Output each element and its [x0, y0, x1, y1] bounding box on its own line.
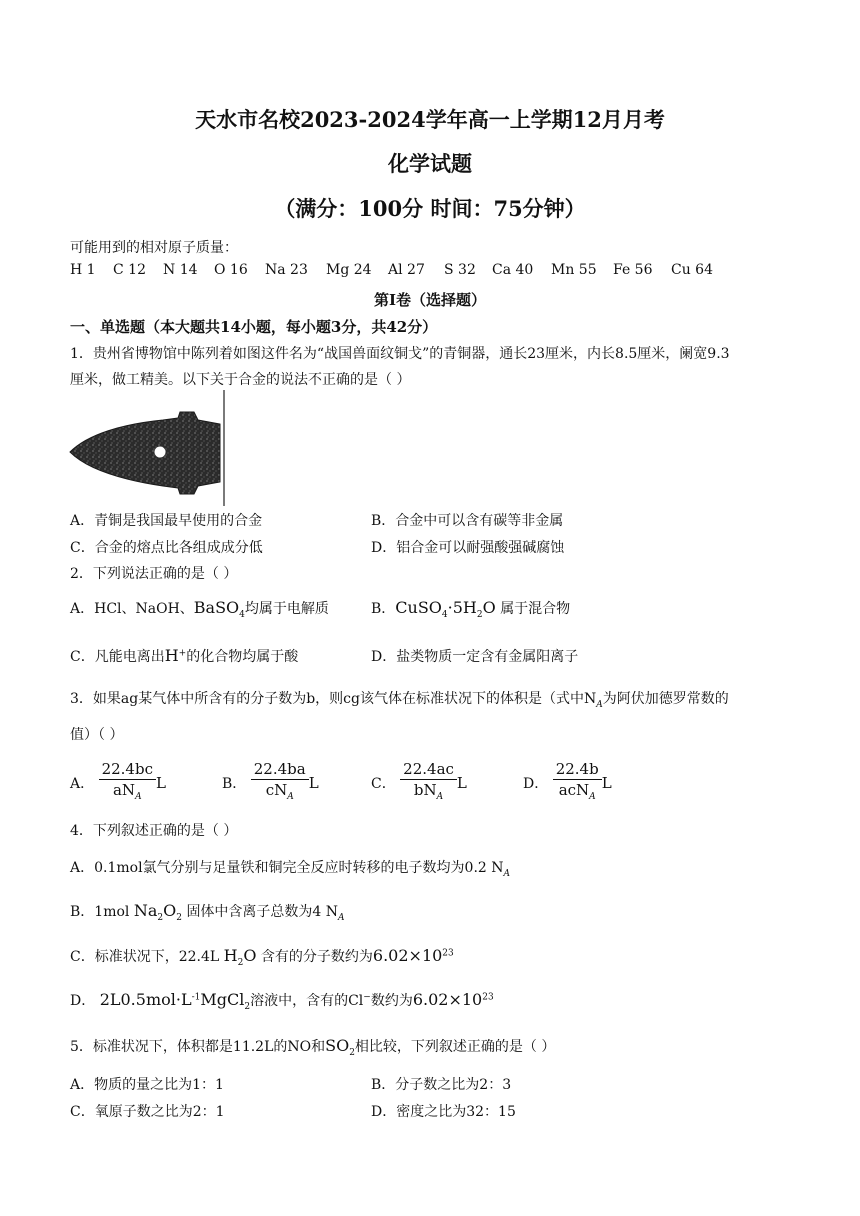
page-title: 天水市名校2023-2024学年高一上学期12月月考	[195, 107, 665, 132]
q3-option-a: A． $\frac{22.4bc}{aN_A}$ L	[70, 760, 166, 802]
atomic-mass-item: Mg 24	[326, 262, 372, 278]
bronze-dagger-axe-image	[68, 390, 230, 506]
q1-stem-line1: 1．贵州省博物馆中陈列着如图这件名为“战国兽面纹铜戈”的青铜器，通长23厘米，内长8.5厘米，阑宽9.3	[70, 346, 730, 362]
q5-option-c: C．氧原子数之比为2：1	[70, 1104, 225, 1120]
q3-option-c: C． $\frac{22.4ac}{bN_A}$ L	[371, 760, 467, 802]
q3-stem-line1: 3．如果ag某气体中所含有的分子数为b，则cg该气体在标准状况下的体积是（式中$N_A$为阿伏加德罗常数的	[70, 691, 729, 710]
volume-title: 第Ⅰ卷（选择题）	[373, 291, 487, 309]
page-subtitle: 化学试题	[388, 151, 472, 176]
atomic-mass-item: Fe 56	[613, 262, 653, 278]
score-time: （满分：100分 时间：75分钟）	[274, 196, 586, 221]
q3-stem-line2: 值）（ ）	[70, 727, 124, 743]
atomic-mass-item: Al 27	[388, 262, 425, 278]
atomic-mass-label: 可能用到的相对原子质量：	[70, 240, 238, 256]
q1-option-d: D．铝合金可以耐强酸强碱腐蚀	[371, 540, 565, 556]
q1-option-b: B．合金中可以含有碳等非金属	[371, 513, 564, 529]
atomic-mass-item: Mn 55	[551, 262, 597, 278]
atomic-mass-item: N 14	[163, 262, 198, 278]
q4-option-b: B．1mol $Na_2O_2$ 固体中含离子总数为4 $N_A$	[70, 901, 345, 923]
q2-option-c: C．凡能电离出H+的化合物均属于酸	[70, 646, 299, 665]
atomic-mass-item: H 1	[70, 262, 96, 278]
q3-option-d: D． $\frac{22.4b}{acN_A}$ L	[523, 760, 612, 802]
q5-option-d: D．密度之比为32：15	[371, 1104, 516, 1120]
q3-option-b: B． $\frac{22.4ba}{cN_A}$ L	[222, 760, 319, 802]
q2-option-d: D．盐类物质一定含有金属阳离子	[371, 649, 579, 665]
q4-option-d: D． $2L0.5mol\cdot L^{-1}MgCl_2$溶液中，含有的Cl−数约为$6.02\times 10^{23}$	[70, 990, 494, 1012]
q5-stem: 5．标准状况下，体积都是11.2L的NO和$SO_2$相比较，下列叙述正确的是（ ）	[70, 1036, 556, 1058]
atomic-mass-item: O 16	[214, 262, 248, 278]
atomic-mass-item: Ca 40	[492, 262, 534, 278]
atomic-mass-list	[0, 262, 860, 282]
q4-stem: 4．下列叙述正确的是（ ）	[70, 823, 238, 839]
q5-option-a: A．物质的量之比为1：1	[70, 1077, 224, 1093]
atomic-mass-item: Cu 64	[671, 262, 713, 278]
atomic-mass-item: C 12	[113, 262, 146, 278]
atomic-mass-item: S 32	[444, 262, 476, 278]
section-title: 一、单选题（本大题共14小题，每小题3分，共42分）	[70, 318, 438, 336]
q2-stem: 2．下列说法正确的是（ ）	[70, 566, 238, 582]
q1-option-a: A．青铜是我国最早使用的合金	[70, 513, 263, 529]
q2-option-b: B．$CuSO_4\cdot 5H_2O$ 属于混合物	[371, 598, 571, 620]
q1-stem-line2: 厘米，做工精美。以下关于合金的说法不正确的是（ ）	[70, 372, 411, 388]
q2-option-a: A．HCl、NaOH、BaSO$_4$均属于电解质	[70, 598, 329, 620]
atomic-mass-item: Na 23	[265, 262, 308, 278]
q5-option-b: B．分子数之比为2：3	[371, 1077, 512, 1093]
q4-option-c: C．标准状况下，22.4L $H_2O$ 含有的分子数约为$6.02\times 10^{23}$	[70, 946, 454, 968]
q4-option-a: A．0.1mol氯气分别与足量铁和铜完全反应时转移的电子数均为0.2 $N_A$	[70, 860, 511, 879]
q1-option-c: C．合金的熔点比各组成成分低	[70, 540, 263, 556]
